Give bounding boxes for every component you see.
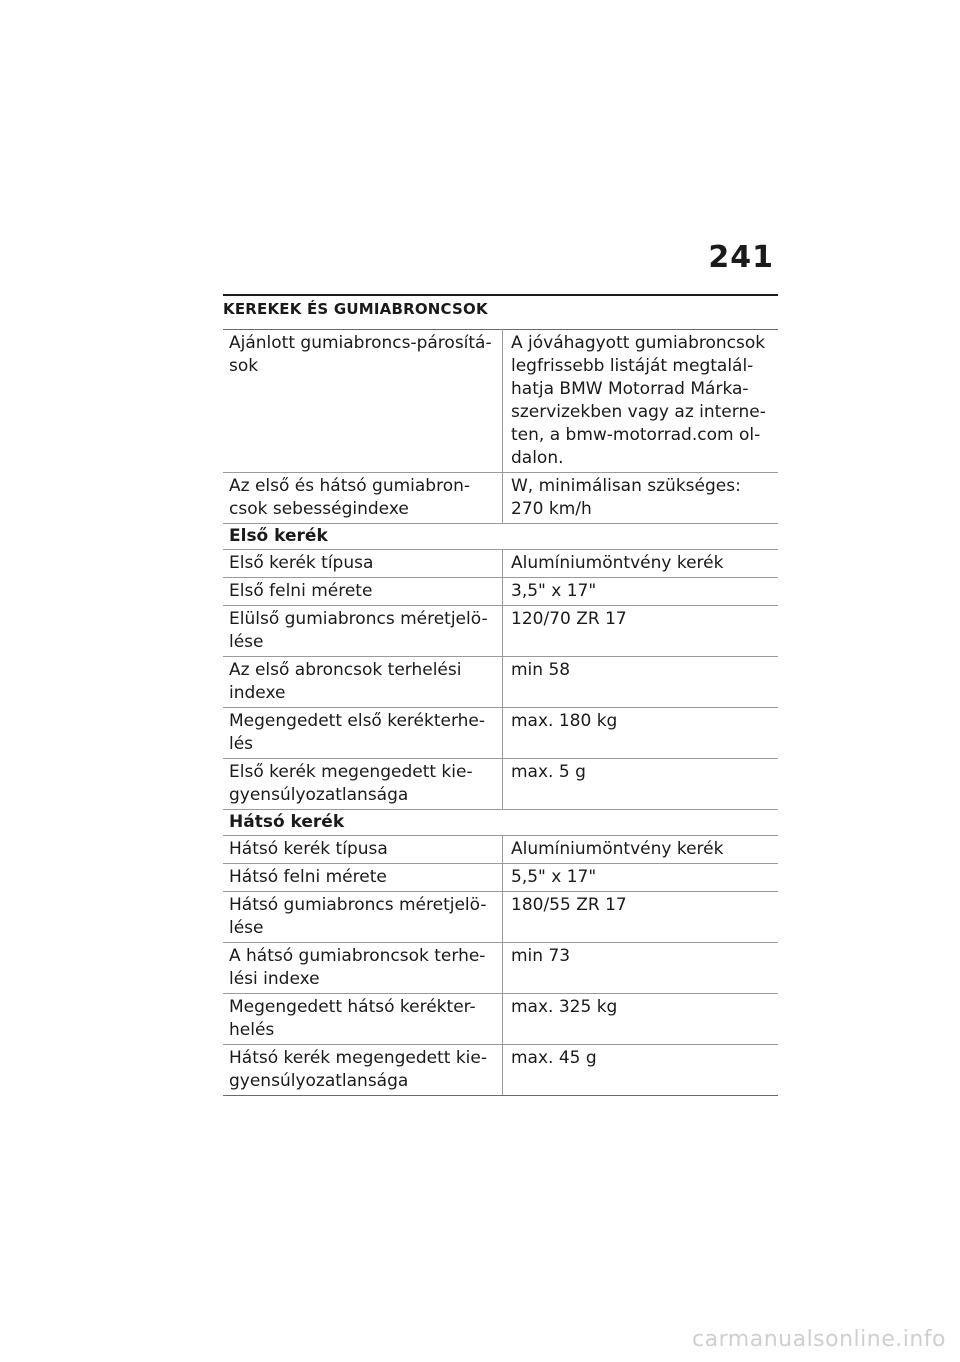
wheel-tire-spec-table bbox=[223, 329, 778, 1096]
spec-value: Alumíniumöntvény kerék bbox=[503, 550, 779, 578]
table-row bbox=[223, 994, 778, 1045]
table-row bbox=[223, 759, 778, 810]
spec-label: Első felni mérete bbox=[223, 578, 503, 606]
table-group-heading bbox=[223, 810, 778, 836]
spec-label: Hátsó gumiabroncs méretjelö- lése bbox=[223, 892, 503, 943]
spec-value: max. 5 g bbox=[503, 759, 779, 810]
spec-value: 120/70 ZR 17 bbox=[503, 606, 779, 657]
page-number: 241 bbox=[708, 240, 774, 275]
spec-value: 3,5" x 17" bbox=[503, 578, 779, 606]
top-rule bbox=[223, 294, 778, 296]
table-row bbox=[223, 836, 778, 864]
table-row bbox=[223, 657, 778, 708]
spec-value: min 73 bbox=[503, 943, 779, 994]
table-row bbox=[223, 892, 778, 943]
spec-value: min 58 bbox=[503, 657, 779, 708]
spec-value: 180/55 ZR 17 bbox=[503, 892, 779, 943]
table-row bbox=[223, 708, 778, 759]
table-row bbox=[223, 1045, 778, 1096]
spec-label: Ajánlott gumiabroncs-párosítá- sok bbox=[223, 330, 503, 473]
spec-label: Első kerék típusa bbox=[223, 550, 503, 578]
table-row bbox=[223, 330, 778, 473]
table-row bbox=[223, 606, 778, 657]
spec-label: Első kerék megengedett kie- gyensúlyozatlansága bbox=[223, 759, 503, 810]
spec-label: Az első abroncsok terhelési indexe bbox=[223, 657, 503, 708]
spec-label: Hátsó kerék típusa bbox=[223, 836, 503, 864]
watermark-text: carmanualsonline.info bbox=[692, 1327, 946, 1352]
spec-label: Megengedett hátsó kerékter- helés bbox=[223, 994, 503, 1045]
table-group-heading bbox=[223, 524, 778, 550]
spec-label: Hátsó felni mérete bbox=[223, 864, 503, 892]
table-row bbox=[223, 473, 778, 524]
spec-table-body bbox=[223, 330, 778, 1096]
spec-value: W, minimálisan szükséges: 270 km/h bbox=[503, 473, 779, 524]
spec-value: Alumíniumöntvény kerék bbox=[503, 836, 779, 864]
table-row bbox=[223, 578, 778, 606]
spec-label: Elülső gumiabroncs méretjelö- lése bbox=[223, 606, 503, 657]
table-row bbox=[223, 550, 778, 578]
spec-label: Hátsó kerék megengedett kie- gyensúlyozatlansága bbox=[223, 1045, 503, 1096]
table-row bbox=[223, 943, 778, 994]
spec-label: Az első és hátsó gumiabron- csok sebességindexe bbox=[223, 473, 503, 524]
spec-value: 5,5" x 17" bbox=[503, 864, 779, 892]
table-row bbox=[223, 864, 778, 892]
section-title: KEREKEK ÉS GUMIABRONCSOK bbox=[223, 300, 488, 318]
spec-value: A jóváhagyott gumiabroncsok legfrissebb listáját megtalál- hatja BMW Motorrad Márka- szervizekben vagy az interne- ten, a bmw-motorrad.com ol- dalon. bbox=[503, 330, 779, 473]
spec-value: max. 180 kg bbox=[503, 708, 779, 759]
group-heading-label: Hátsó kerék bbox=[223, 810, 778, 836]
group-heading-label: Első kerék bbox=[223, 524, 778, 550]
spec-value: max. 45 g bbox=[503, 1045, 779, 1096]
spec-label: A hátsó gumiabroncsok terhe- lési indexe bbox=[223, 943, 503, 994]
spec-label: Megengedett első kerékterhe- lés bbox=[223, 708, 503, 759]
spec-value: max. 325 kg bbox=[503, 994, 779, 1045]
